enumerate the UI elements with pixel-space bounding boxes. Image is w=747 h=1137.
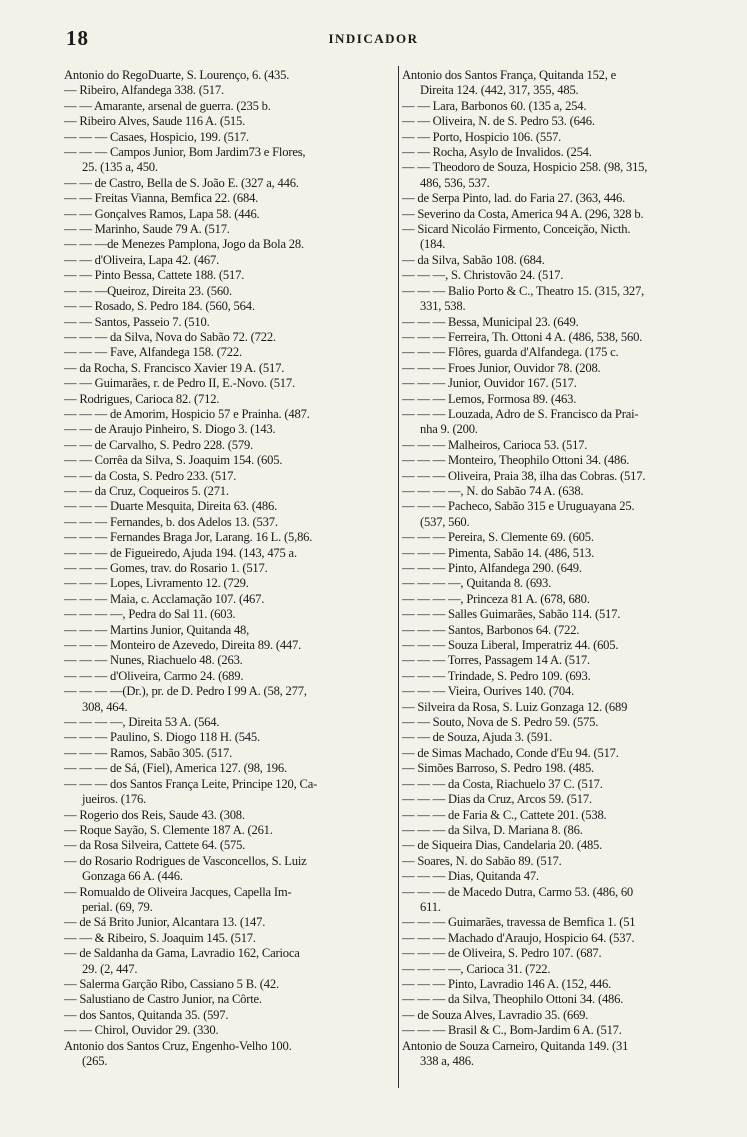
directory-entry: — — — Fernandes Braga Jor, Larang. 16 L. (5,86.	[64, 530, 313, 545]
directory-entry: — de Sá Brito Junior, Alcantara 13. (147.	[64, 915, 266, 930]
page-number: 18	[66, 26, 89, 50]
directory-entry: — — — Malheiros, Carioca 53. (517.	[402, 437, 588, 452]
directory-entry: — — — Lemos, Formosa 89. (463.	[402, 391, 577, 406]
directory-entry: — — — Bessa, Municipal 23. (649.	[402, 314, 579, 329]
directory-entry: — Soares, N. do Sabão 89. (517.	[402, 853, 562, 868]
directory-entry: Antonio do RegoDuarte, S. Lourenço, 6. (435.	[64, 68, 290, 82]
directory-entry: nha 9. (200.	[420, 422, 478, 437]
directory-entry: — — Chirol, Ouvidor 29. (330.	[64, 1023, 219, 1038]
directory-entry: — — — de Figueiredo, Ajuda 194. (143, 475 a.	[64, 545, 297, 560]
directory-entry: — — Corrêa da Silva, S. Joaquim 154. (605.	[64, 453, 283, 468]
directory-entry: — — — Pacheco, Sabão 315 e Uruguayana 25.	[402, 499, 635, 514]
directory-entry: — — — Casaes, Hospicio, 199. (517.	[64, 129, 249, 144]
directory-entry: — Rodrigues, Carioca 82. (712.	[64, 391, 220, 406]
directory-entry: — — — Oliveira, Praia 38, ilha das Cobras. (517.	[402, 468, 646, 483]
directory-entry: — — — Monteiro, Theophilo Ottoni 34. (486.	[402, 453, 630, 468]
directory-entry: — — — de Sá, (Fiel), America 127. (98, 196.	[64, 761, 287, 776]
directory-entry: — — Rocha, Asylo de Invalidos. (254.	[402, 145, 592, 160]
directory-entry: — — Souto, Nova de S. Pedro 59. (575.	[402, 715, 599, 730]
directory-entry: — — de Castro, Bella de S. João E. (327 a, 446.	[64, 175, 299, 190]
directory-entry: — Romualdo de Oliveira Jacques, Capella Im-	[64, 884, 292, 899]
directory-entry: — — — Balio Porto & C., Theatro 15. (315, 327,	[402, 283, 645, 298]
directory-entry: — Salustiano de Castro Junior, na Côrte.	[64, 992, 262, 1007]
directory-entry: — — — —(Dr.), pr. de D. Pedro I 99 A. (58, 277,	[64, 684, 307, 699]
directory-entry: — do Rosario Rodrigues de Vasconcellos, S. Luiz	[64, 853, 307, 868]
directory-entry: Antonio dos Santos Cruz, Engenho-Velho 100.	[64, 1038, 292, 1053]
directory-entry: — — — de Faria & C., Cattete 201. (538.	[402, 807, 607, 822]
directory-entry: — — —, S. Christovão 24. (517.	[402, 268, 564, 283]
directory-entry: — — — de Oliveira, S. Pedro 107. (687.	[402, 946, 602, 961]
directory-entry: — — — —, N. do Sabão 74 A. (638.	[402, 483, 584, 498]
column-divider	[398, 66, 399, 1088]
directory-entry: — — — Dias da Cruz, Arcos 59. (517.	[402, 792, 592, 807]
directory-entry: Antonio dos Santos França, Quitanda 152, e	[402, 68, 617, 82]
directory-entry: — — — —, Direita 53 A. (564.	[64, 715, 220, 730]
directory-entry: — — Rosado, S. Pedro 184. (560, 564.	[64, 299, 255, 314]
directory-entry: — — — Vieira, Ourives 140. (704.	[402, 684, 575, 699]
directory-entry: — — — Campos Junior, Bom Jardim73 e Flores,	[64, 145, 306, 160]
directory-entry: — — — Ramos, Sabão 305. (517.	[64, 745, 233, 760]
directory-entry: — — Marinho, Saude 79 A. (517.	[64, 222, 230, 237]
directory-entry: — — — Paulino, S. Diogo 118 H. (545.	[64, 730, 260, 745]
running-title: INDICADOR	[328, 31, 419, 46]
directory-entry: — — — Santos, Barbonos 64. (722.	[402, 622, 580, 637]
directory-entry: — Ribeiro Alves, Saude 116 A. (515.	[64, 114, 246, 129]
directory-entry: — de Siqueira Dias, Candelaria 20. (485.	[402, 838, 603, 853]
directory-entry: — da Rosa Silveira, Cattete 64. (575.	[64, 838, 246, 853]
directory-entry: — — — Fave, Alfandega 158. (722.	[64, 345, 242, 360]
directory-entry: — — — Souza Liberal, Imperatriz 44. (605.	[402, 638, 619, 653]
directory-entry: — — — Pinto, Alfandega 290. (649.	[402, 561, 582, 575]
directory-entry: — — Gonçalves Ramos, Lapa 58. (446.	[64, 206, 260, 221]
directory-entry: — — — Fernandes, b. dos Adelos 13. (537.	[64, 514, 278, 529]
right-column	[402, 68, 742, 1069]
directory-entry: — — —de Menezes Pamplona, Jogo da Bola 28.	[64, 237, 304, 252]
page-header	[0, 0, 747, 56]
directory-entry: — — — da Costa, Riachuelo 37 C. (517.	[402, 776, 603, 791]
directory-entry: — — — da Silva, Theophilo Ottoni 34. (486.	[402, 992, 624, 1007]
directory-entry: — Roque Sayão, S. Clemente 187 A. (261.	[64, 822, 273, 837]
directory-entry: — — — Maia, c. Acclamação 107. (467.	[64, 591, 265, 606]
directory-entry: — — de Carvalho, S. Pedro 228. (579.	[64, 437, 254, 452]
directory-entry: — — — Pereira, S. Clemente 69. (605.	[402, 530, 594, 545]
directory-entry: — — Lara, Barbonos 60. (135 a, 254.	[402, 98, 587, 113]
directory-entry: — — — Ferreira, Th. Ottoni 4 A. (486, 538, 560.	[402, 329, 643, 344]
directory-entry: — — Porto, Hospicio 106. (557.	[402, 129, 562, 144]
left-column	[64, 68, 396, 1069]
directory-entry: — de Souza Alves, Lavradio 35. (669.	[402, 1007, 589, 1022]
directory-entry: (184.	[420, 237, 446, 252]
directory-entry: Direita 124. (442, 317, 355, 485.	[420, 83, 579, 98]
directory-entry: — de Simas Machado, Conde d'Eu 94. (517.	[402, 745, 619, 760]
directory-entry: — Silveira da Rosa, S. Luiz Gonzaga 12. (689	[402, 699, 628, 714]
directory-entry: — — — Guimarães, travessa de Bemfica 1. (51	[402, 915, 636, 930]
directory-entry: — — — de Macedo Dutra, Carmo 53. (486, 60	[402, 884, 634, 899]
directory-entry: — — — d'Oliveira, Carmo 24. (689.	[64, 668, 244, 683]
directory-entry: — — — Dias, Quitanda 47.	[402, 869, 539, 884]
directory-entry: — de Serpa Pinto, lad. do Faria 27. (363, 446.	[402, 191, 626, 206]
directory-entry: 338 a, 486.	[420, 1054, 474, 1068]
directory-entry: — — da Cruz, Coqueiros 5. (271.	[64, 483, 229, 498]
directory-entry: — — — —, Quitanda 8. (693.	[402, 576, 552, 591]
directory-entry: — Salerma Garção Ribo, Cassiano 5 B. (42.	[64, 976, 279, 991]
directory-entry: — — da Costa, S. Pedro 233. (517.	[64, 468, 237, 483]
directory-entry: — — — Froes Junior, Ouvidor 78. (208.	[402, 360, 601, 375]
directory-entry: — — — —, Pedra do Sal 11. (603.	[64, 607, 236, 622]
directory-entry: — Ribeiro, Alfandega 338. (517.	[64, 83, 224, 98]
directory-entry: — — — Duarte Mesquita, Direita 63. (486.	[64, 499, 278, 514]
directory-entry: — — — Martins Junior, Quitanda 48,	[64, 622, 250, 637]
directory-entry: — Sicard Nicoláo Firmento, Conceição, Nicth.	[402, 222, 631, 237]
directory-entry: Antonio de Souza Carneiro, Quitanda 149. (31	[402, 1038, 629, 1053]
directory-entry: — — — da Silva, Nova do Sabão 72. (722.	[64, 329, 276, 344]
directory-entry: — — — Trindade, S. Pedro 109. (693.	[402, 668, 591, 683]
directory-entry: — — Pinto Bessa, Cattete 188. (517.	[64, 268, 245, 283]
directory-entry: (537, 560.	[420, 514, 470, 529]
directory-entry: (265.	[82, 1054, 108, 1068]
directory-entry: — — — da Silva, D. Mariana 8. (86.	[402, 822, 583, 837]
directory-entry: — — — Machado d'Araujo, Hospicio 64. (537.	[402, 930, 635, 945]
directory-entry: — — — Brasil & C., Bom-Jardim 6 A. (517.	[402, 1023, 622, 1038]
directory-entry: — — — Lopes, Livramento 12. (729.	[64, 576, 249, 591]
directory-entry: — — — Pinto, Lavradio 146 A. (152, 446.	[402, 976, 612, 991]
directory-entry: — dos Santos, Quitanda 35. (597.	[64, 1007, 229, 1022]
directory-entry: — — — Pimenta, Sabão 14. (486, 513.	[402, 545, 595, 560]
directory-entry: — — Amarante, arsenal de guerra. (235 b.	[64, 98, 271, 113]
directory-entry: — — — —, Princeza 81 A. (678, 680.	[402, 591, 590, 606]
directory-entry: — de Saldanha da Gama, Lavradio 162, Carioca	[64, 946, 300, 961]
directory-entry: — — & Ribeiro, S. Joaquim 145. (517.	[64, 930, 256, 945]
directory-entry: 486, 536, 537.	[420, 175, 490, 190]
directory-entry: — — Freitas Vianna, Bemfica 22. (684.	[64, 191, 259, 206]
directory-entry: — — — Louzada, Adro de S. Francisco da Prai-	[402, 406, 639, 421]
directory-entry: — — de Souza, Ajuda 3. (591.	[402, 730, 553, 745]
directory-entry: — — Santos, Passeio 7. (510.	[64, 314, 210, 329]
directory-entry: — — — —, Carioca 31. (722.	[402, 961, 551, 976]
directory-entry: — — — Gomes, trav. do Rosario 1. (517.	[64, 561, 268, 575]
directory-entry: perial. (69, 79.	[82, 899, 153, 914]
directory-entry: — — Oliveira, N. de S. Pedro 53. (646.	[402, 114, 595, 129]
directory-entry: 29. (2, 447.	[82, 961, 138, 976]
directory-entry: — — — Junior, Ouvidor 167. (517.	[402, 376, 577, 391]
directory-entry: — — Theodoro de Souza, Hospicio 258. (98, 315,	[402, 160, 648, 175]
directory-entry: — Simões Barroso, S. Pedro 198. (485.	[402, 761, 594, 776]
directory-entry: — — — dos Santos França Leite, Principe 120, Ca-	[64, 776, 318, 791]
directory-entry: 25. (135 a, 450.	[82, 160, 158, 175]
directory-entry: 611.	[420, 899, 441, 914]
directory-entry: 331, 538.	[420, 299, 466, 314]
directory-entry: — — Guimarães, r. de Pedro II, E.-Novo. (517.	[64, 376, 295, 391]
directory-entry: — da Silva, Sabão 108. (684.	[402, 252, 545, 267]
directory-entry: — — —Queiroz, Direita 23. (560.	[64, 283, 232, 298]
directory-entry: jueiros. (176.	[82, 792, 147, 807]
directory-entry: — Rogerio dos Reis, Saude 43. (308.	[64, 807, 245, 822]
directory-entry: — — — Flôres, guarda d'Alfandega. (175 c.	[402, 345, 619, 360]
directory-entry: 308, 464.	[82, 699, 128, 714]
directory-entry: Gonzaga 66 A. (446.	[82, 869, 183, 884]
directory-entry: — — — Salles Guimarães, Sabão 114. (517.	[402, 607, 621, 622]
directory-entry: — — — Nunes, Riachuelo 48. (263.	[64, 653, 243, 668]
directory-entry: — Severino da Costa, America 94 A. (296, 328 b.	[402, 206, 644, 221]
directory-entry: — — de Araujo Pinheiro, S. Diogo 3. (143.	[64, 422, 276, 437]
directory-entry: — — — Torres, Passagem 14 A. (517.	[402, 653, 590, 668]
directory-entry: — da Rocha, S. Francisco Xavier 19 A. (517.	[64, 360, 285, 375]
directory-entry: — — — Monteiro de Azevedo, Direita 89. (447.	[64, 638, 302, 653]
directory-entry: — — — de Amorim, Hospicio 57 e Prainha. (487.	[64, 406, 310, 421]
directory-entry: — — d'Oliveira, Lapa 42. (467.	[64, 252, 220, 267]
